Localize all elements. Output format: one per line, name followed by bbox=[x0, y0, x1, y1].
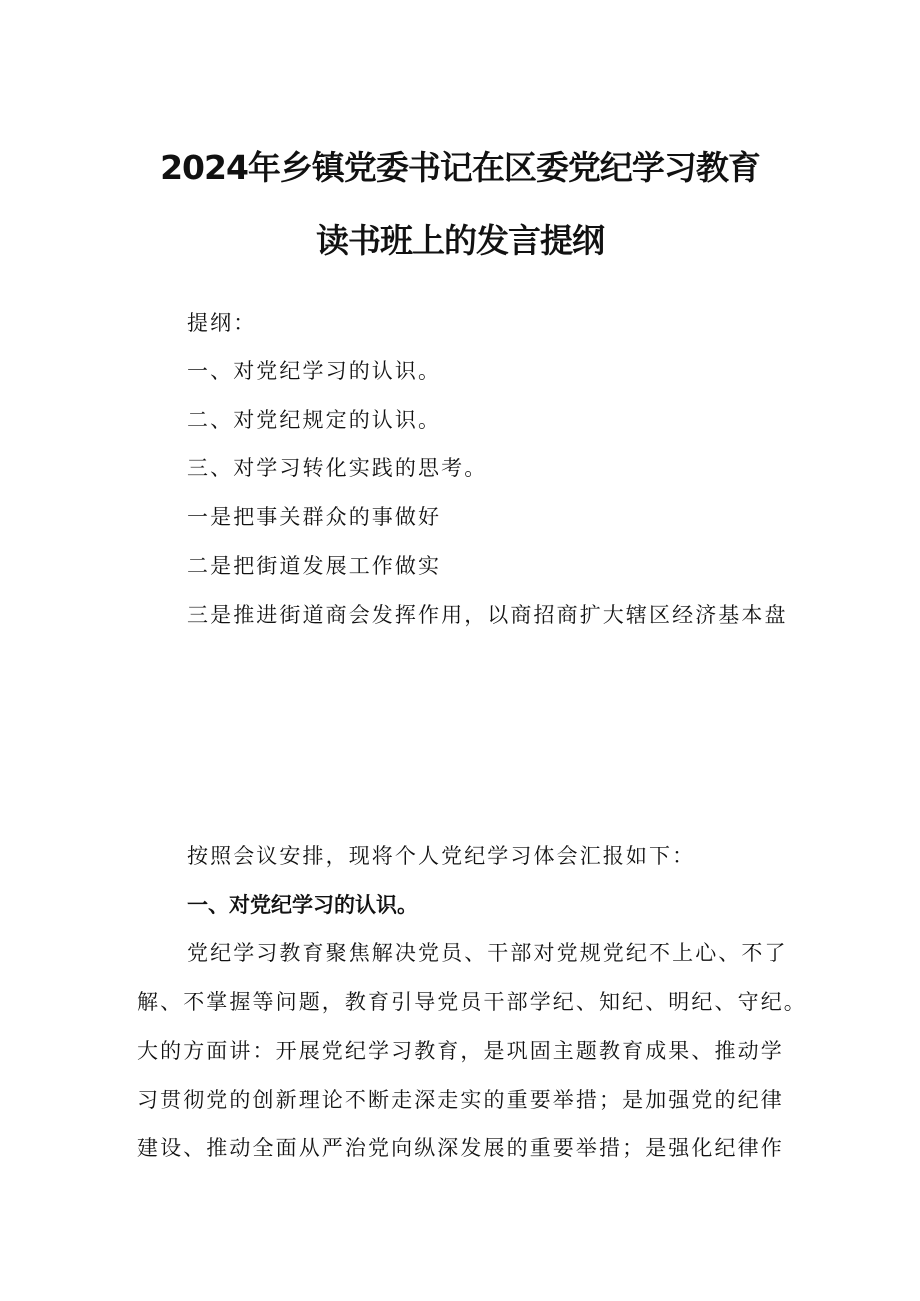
outline-item: 二是把街道发展工作做实 bbox=[187, 554, 442, 578]
outline-item: 一是把事关群众的事做好 bbox=[187, 505, 442, 529]
paragraph-line: 大的方面讲：开展党纪学习教育，是巩固主题教育成果、推动学 bbox=[137, 1039, 784, 1063]
outline-item: 二、对党纪规定的认识。 bbox=[187, 408, 442, 432]
section-heading: 一、对党纪学习的认识。 bbox=[187, 893, 418, 917]
intro-paragraph: 按照会议安排，现将个人党纪学习体会汇报如下： bbox=[187, 844, 696, 868]
paragraph-line: 建设、推动全面从严治党向纵深发展的重要举措；是强化纪律作 bbox=[137, 1136, 784, 1160]
outline-item: 三是推进街道商会发挥作用，以商招商扩大辖区经济基本盘 bbox=[187, 603, 788, 627]
document-title-line-2: 读书班上的发言提纲 bbox=[316, 221, 604, 260]
paragraph-line: 习贯彻党的创新理论不断走深走实的重要举措；是加强党的纪律 bbox=[137, 1088, 784, 1112]
paragraph-line: 解、不掌握等问题，教育引导党员干部学纪、知纪、明纪、守纪。 bbox=[137, 990, 807, 1014]
paragraph-line: 党纪学习教育聚焦解决党员、干部对党规党纪不上心、不了 bbox=[187, 941, 788, 965]
document-title-line-1: 2024年乡镇党委书记在区委党纪学习教育 bbox=[160, 148, 760, 187]
outline-item: 三、对学习转化实践的思考。 bbox=[187, 456, 488, 480]
outline-item: 一、对党纪学习的认识。 bbox=[187, 359, 442, 383]
outline-label: 提纲： bbox=[187, 311, 257, 335]
